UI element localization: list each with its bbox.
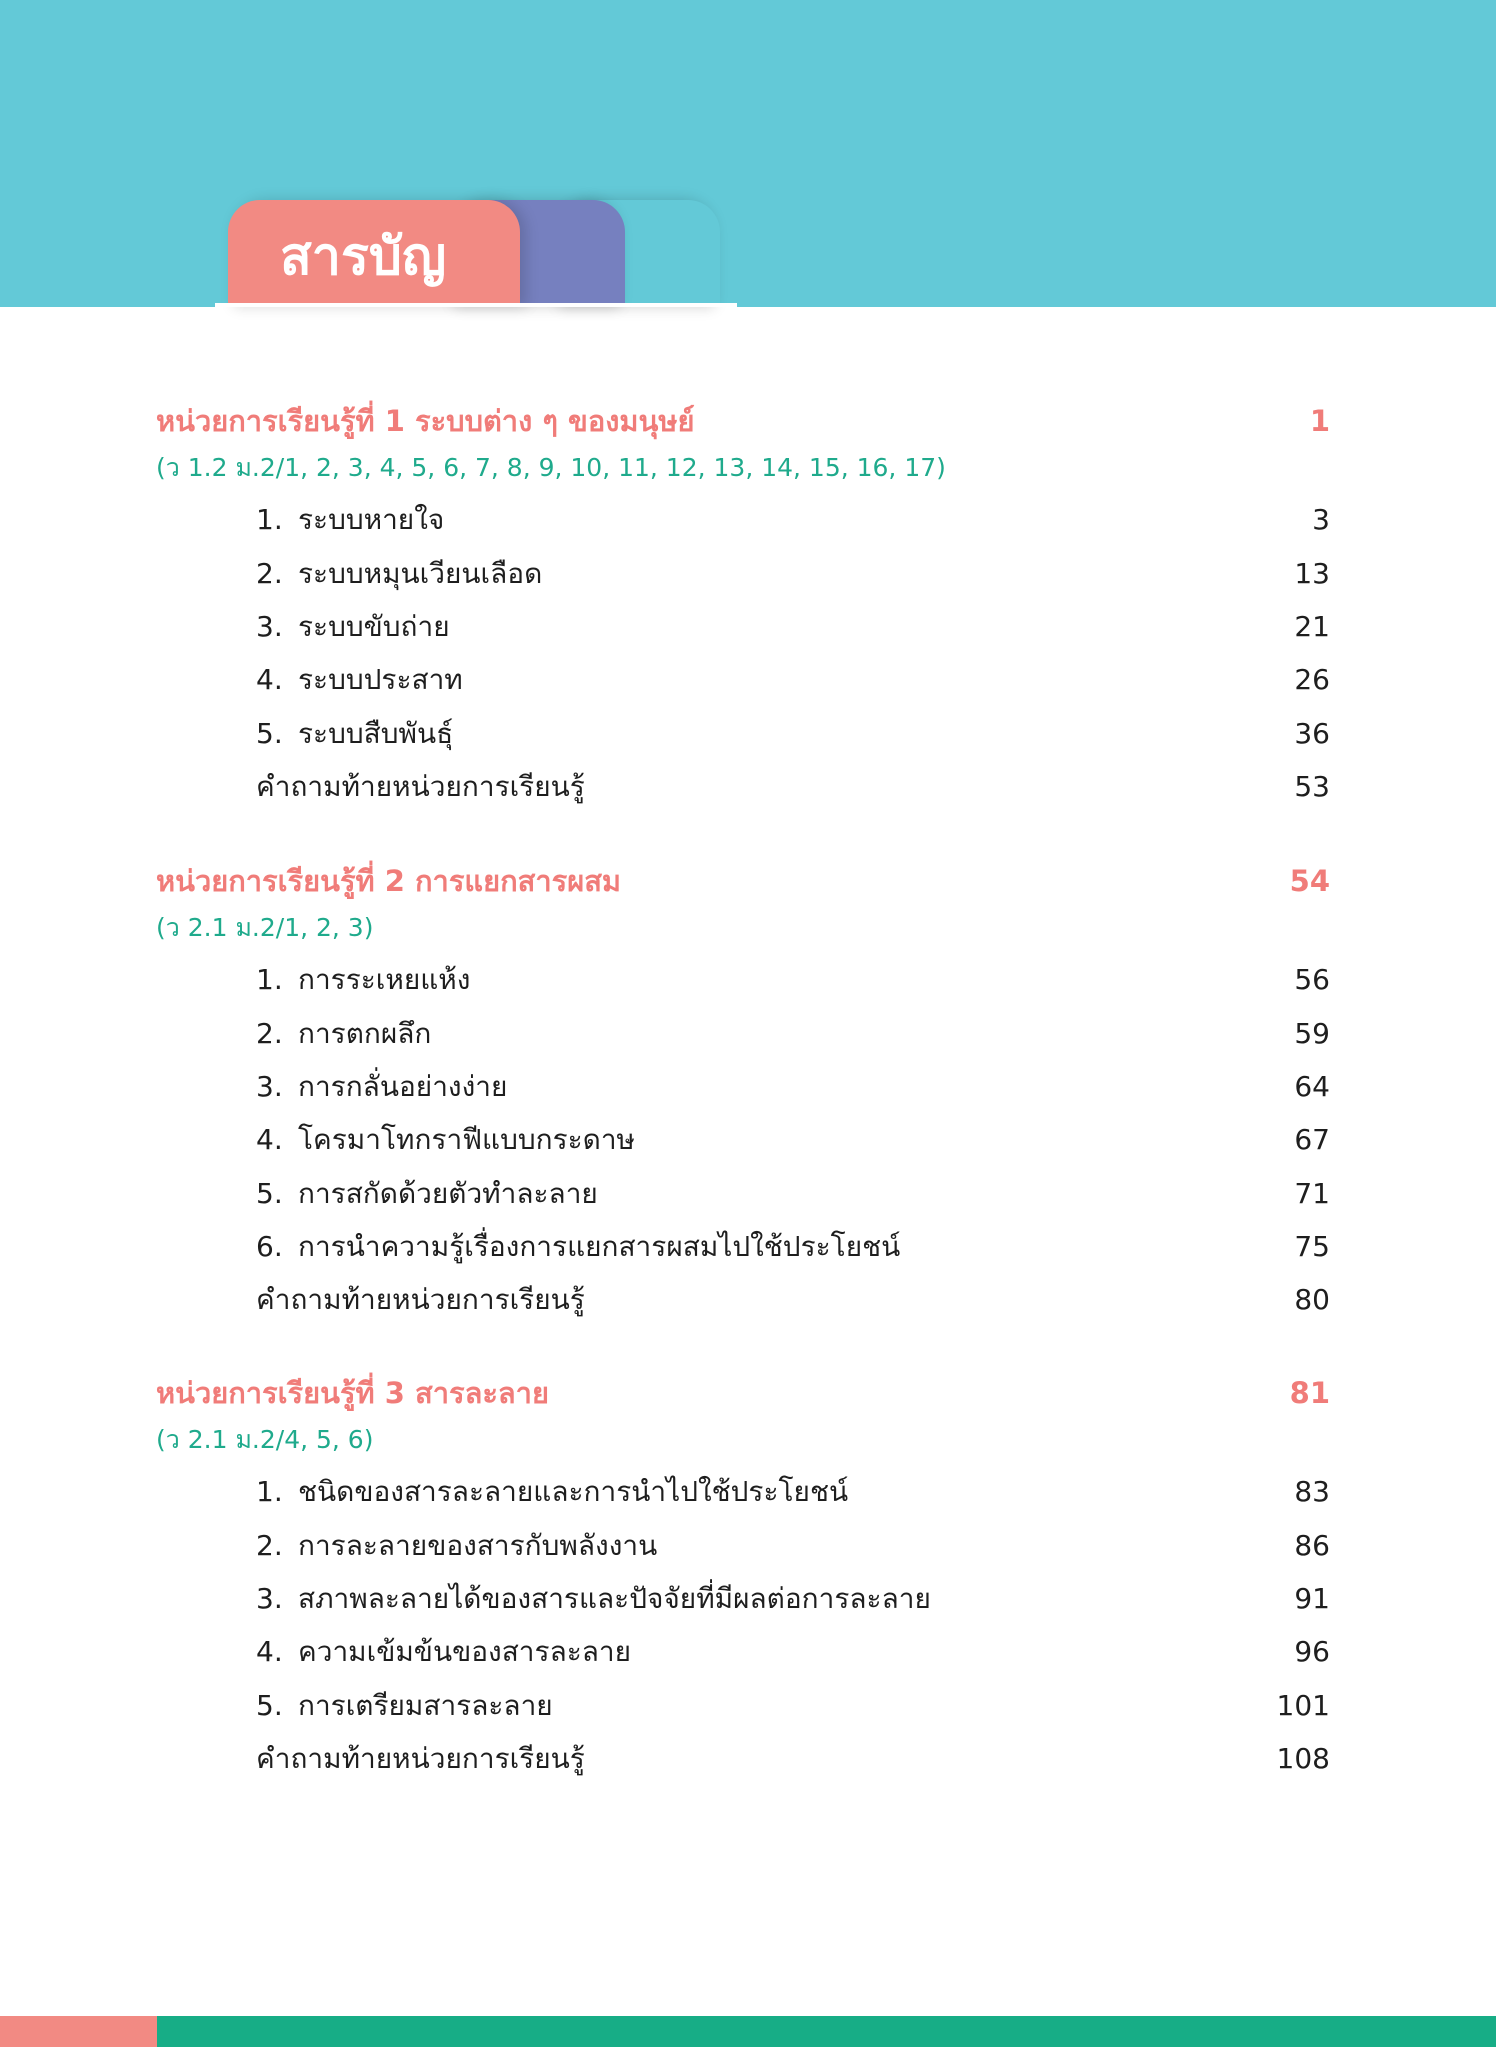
entry-page-number: 59 <box>1294 1017 1330 1050</box>
entry-title: ระบบขับถ่าย <box>298 610 450 643</box>
entry-number: 1. <box>256 963 283 996</box>
entry-number: 3. <box>256 1070 283 1103</box>
toc-entry[interactable] <box>256 1117 1330 1163</box>
entry-title: โครมาโทกราฟีแบบกระดาษ <box>298 1123 636 1156</box>
entry-title: การกลั่นอย่างง่าย <box>298 1070 508 1103</box>
toc-entry[interactable] <box>256 1523 1330 1569</box>
entry-page-number: 21 <box>1294 610 1330 643</box>
entry-number: 5. <box>256 1689 283 1722</box>
toc-entry[interactable] <box>256 1629 1330 1675</box>
toc-entry-review-questions[interactable] <box>256 1736 1330 1782</box>
entry-title: สภาพละลายได้ของสารและปัจจัยที่มีผลต่อการละลาย <box>298 1582 931 1615</box>
entry-title: คำถามท้ายหน่วยการเรียนรู้ <box>256 770 585 803</box>
entry-title: ชนิดของสารละลายและการนำไปใช้ประโยชน์ <box>298 1475 849 1508</box>
unit-heading[interactable] <box>156 859 1330 903</box>
unit-page-number: 81 <box>1289 1376 1330 1410</box>
toc-entry[interactable] <box>256 657 1330 703</box>
entry-title: การเตรียมสารละลาย <box>298 1689 553 1722</box>
footer-accent-pink <box>0 2016 157 2047</box>
entry-page-number: 56 <box>1294 963 1330 996</box>
unit-page-number: 54 <box>1289 864 1330 898</box>
entry-number: 2. <box>256 1017 283 1050</box>
entry-title: ความเข้มข้นของสารละลาย <box>298 1635 632 1668</box>
page-title: สารบัญ <box>280 227 447 287</box>
entry-page-number: 13 <box>1294 557 1330 590</box>
entry-page-number: 71 <box>1294 1177 1330 1210</box>
toc-entry-review-questions[interactable] <box>256 1277 1330 1323</box>
toc-entry[interactable] <box>256 1683 1330 1729</box>
entry-page-number: 86 <box>1294 1529 1330 1562</box>
toc-entry[interactable] <box>256 604 1330 650</box>
entry-number: 3. <box>256 610 283 643</box>
entry-page-number: 75 <box>1294 1230 1330 1263</box>
entry-title: ระบบประสาท <box>298 663 463 696</box>
toc-entry[interactable] <box>256 1469 1330 1515</box>
entry-page-number: 36 <box>1294 717 1330 750</box>
entry-page-number: 67 <box>1294 1123 1330 1156</box>
unit-title: หน่วยการเรียนรู้ที่ 3 สารละลาย <box>156 1376 549 1410</box>
entry-page-number: 3 <box>1312 503 1330 536</box>
entry-title: การระเหยแห้ง <box>298 963 471 996</box>
entry-page-number: 26 <box>1294 663 1330 696</box>
entry-page-number: 64 <box>1294 1070 1330 1103</box>
entry-number: 1. <box>256 503 283 536</box>
unit-standards: (ว 1.2 ม.2/1, 2, 3, 4, 5, 6, 7, 8, 9, 10, 11, 12, 13, 14, 15, 16, 17) <box>156 453 946 482</box>
unit-title: หน่วยการเรียนรู้ที่ 1 ระบบต่าง ๆ ของมนุษย์ <box>156 404 695 438</box>
toc-entry[interactable] <box>256 957 1330 1003</box>
entry-number: 2. <box>256 1529 283 1562</box>
entry-number: 5. <box>256 1177 283 1210</box>
entry-number: 6. <box>256 1230 283 1263</box>
entry-page-number: 80 <box>1294 1283 1330 1316</box>
entry-number: 1. <box>256 1475 283 1508</box>
toc-entry[interactable] <box>256 1064 1330 1110</box>
unit-page-number: 1 <box>1309 404 1330 438</box>
unit-standards: (ว 2.1 ม.2/1, 2, 3) <box>156 913 374 942</box>
entry-title: การสกัดด้วยตัวทำละลาย <box>298 1177 598 1210</box>
toc-entry[interactable] <box>256 1224 1330 1270</box>
entry-title: คำถามท้ายหน่วยการเรียนรู้ <box>256 1742 585 1775</box>
unit-heading[interactable] <box>156 399 1330 443</box>
unit-heading[interactable] <box>156 1371 1330 1415</box>
toc-entry-review-questions[interactable] <box>256 764 1330 810</box>
footer-accent-green <box>157 2016 1496 2047</box>
entry-title: ระบบสืบพันธุ์ <box>298 717 454 750</box>
entry-title: การตกผลึก <box>298 1017 432 1050</box>
toc-entry[interactable] <box>256 1011 1330 1057</box>
toc-entry[interactable] <box>256 711 1330 757</box>
entry-number: 4. <box>256 663 283 696</box>
entry-number: 4. <box>256 1123 283 1156</box>
toc-entry[interactable] <box>256 551 1330 597</box>
toc-entry[interactable] <box>256 1576 1330 1622</box>
entry-page-number: 96 <box>1294 1635 1330 1668</box>
unit-standards: (ว 2.1 ม.2/4, 5, 6) <box>156 1425 374 1454</box>
entry-number: 5. <box>256 717 283 750</box>
entry-title: ระบบหายใจ <box>298 503 445 536</box>
entry-title: คำถามท้ายหน่วยการเรียนรู้ <box>256 1283 585 1316</box>
entry-title: การนำความรู้เรื่องการแยกสารผสมไปใช้ประโยชน์ <box>298 1230 901 1263</box>
toc-entry[interactable] <box>256 1171 1330 1217</box>
entry-page-number: 101 <box>1276 1689 1330 1722</box>
entry-number: 2. <box>256 557 283 590</box>
entry-page-number: 53 <box>1294 770 1330 803</box>
entry-page-number: 83 <box>1294 1475 1330 1508</box>
entry-page-number: 91 <box>1294 1582 1330 1615</box>
entry-page-number: 108 <box>1276 1742 1330 1775</box>
toc-entry[interactable] <box>256 497 1330 543</box>
entry-title: ระบบหมุนเวียนเลือด <box>298 557 543 590</box>
entry-title: การละลายของสารกับพลังงาน <box>298 1529 658 1562</box>
entry-number: 4. <box>256 1635 283 1668</box>
unit-title: หน่วยการเรียนรู้ที่ 2 การแยกสารผสม <box>156 864 622 898</box>
entry-number: 3. <box>256 1582 283 1615</box>
